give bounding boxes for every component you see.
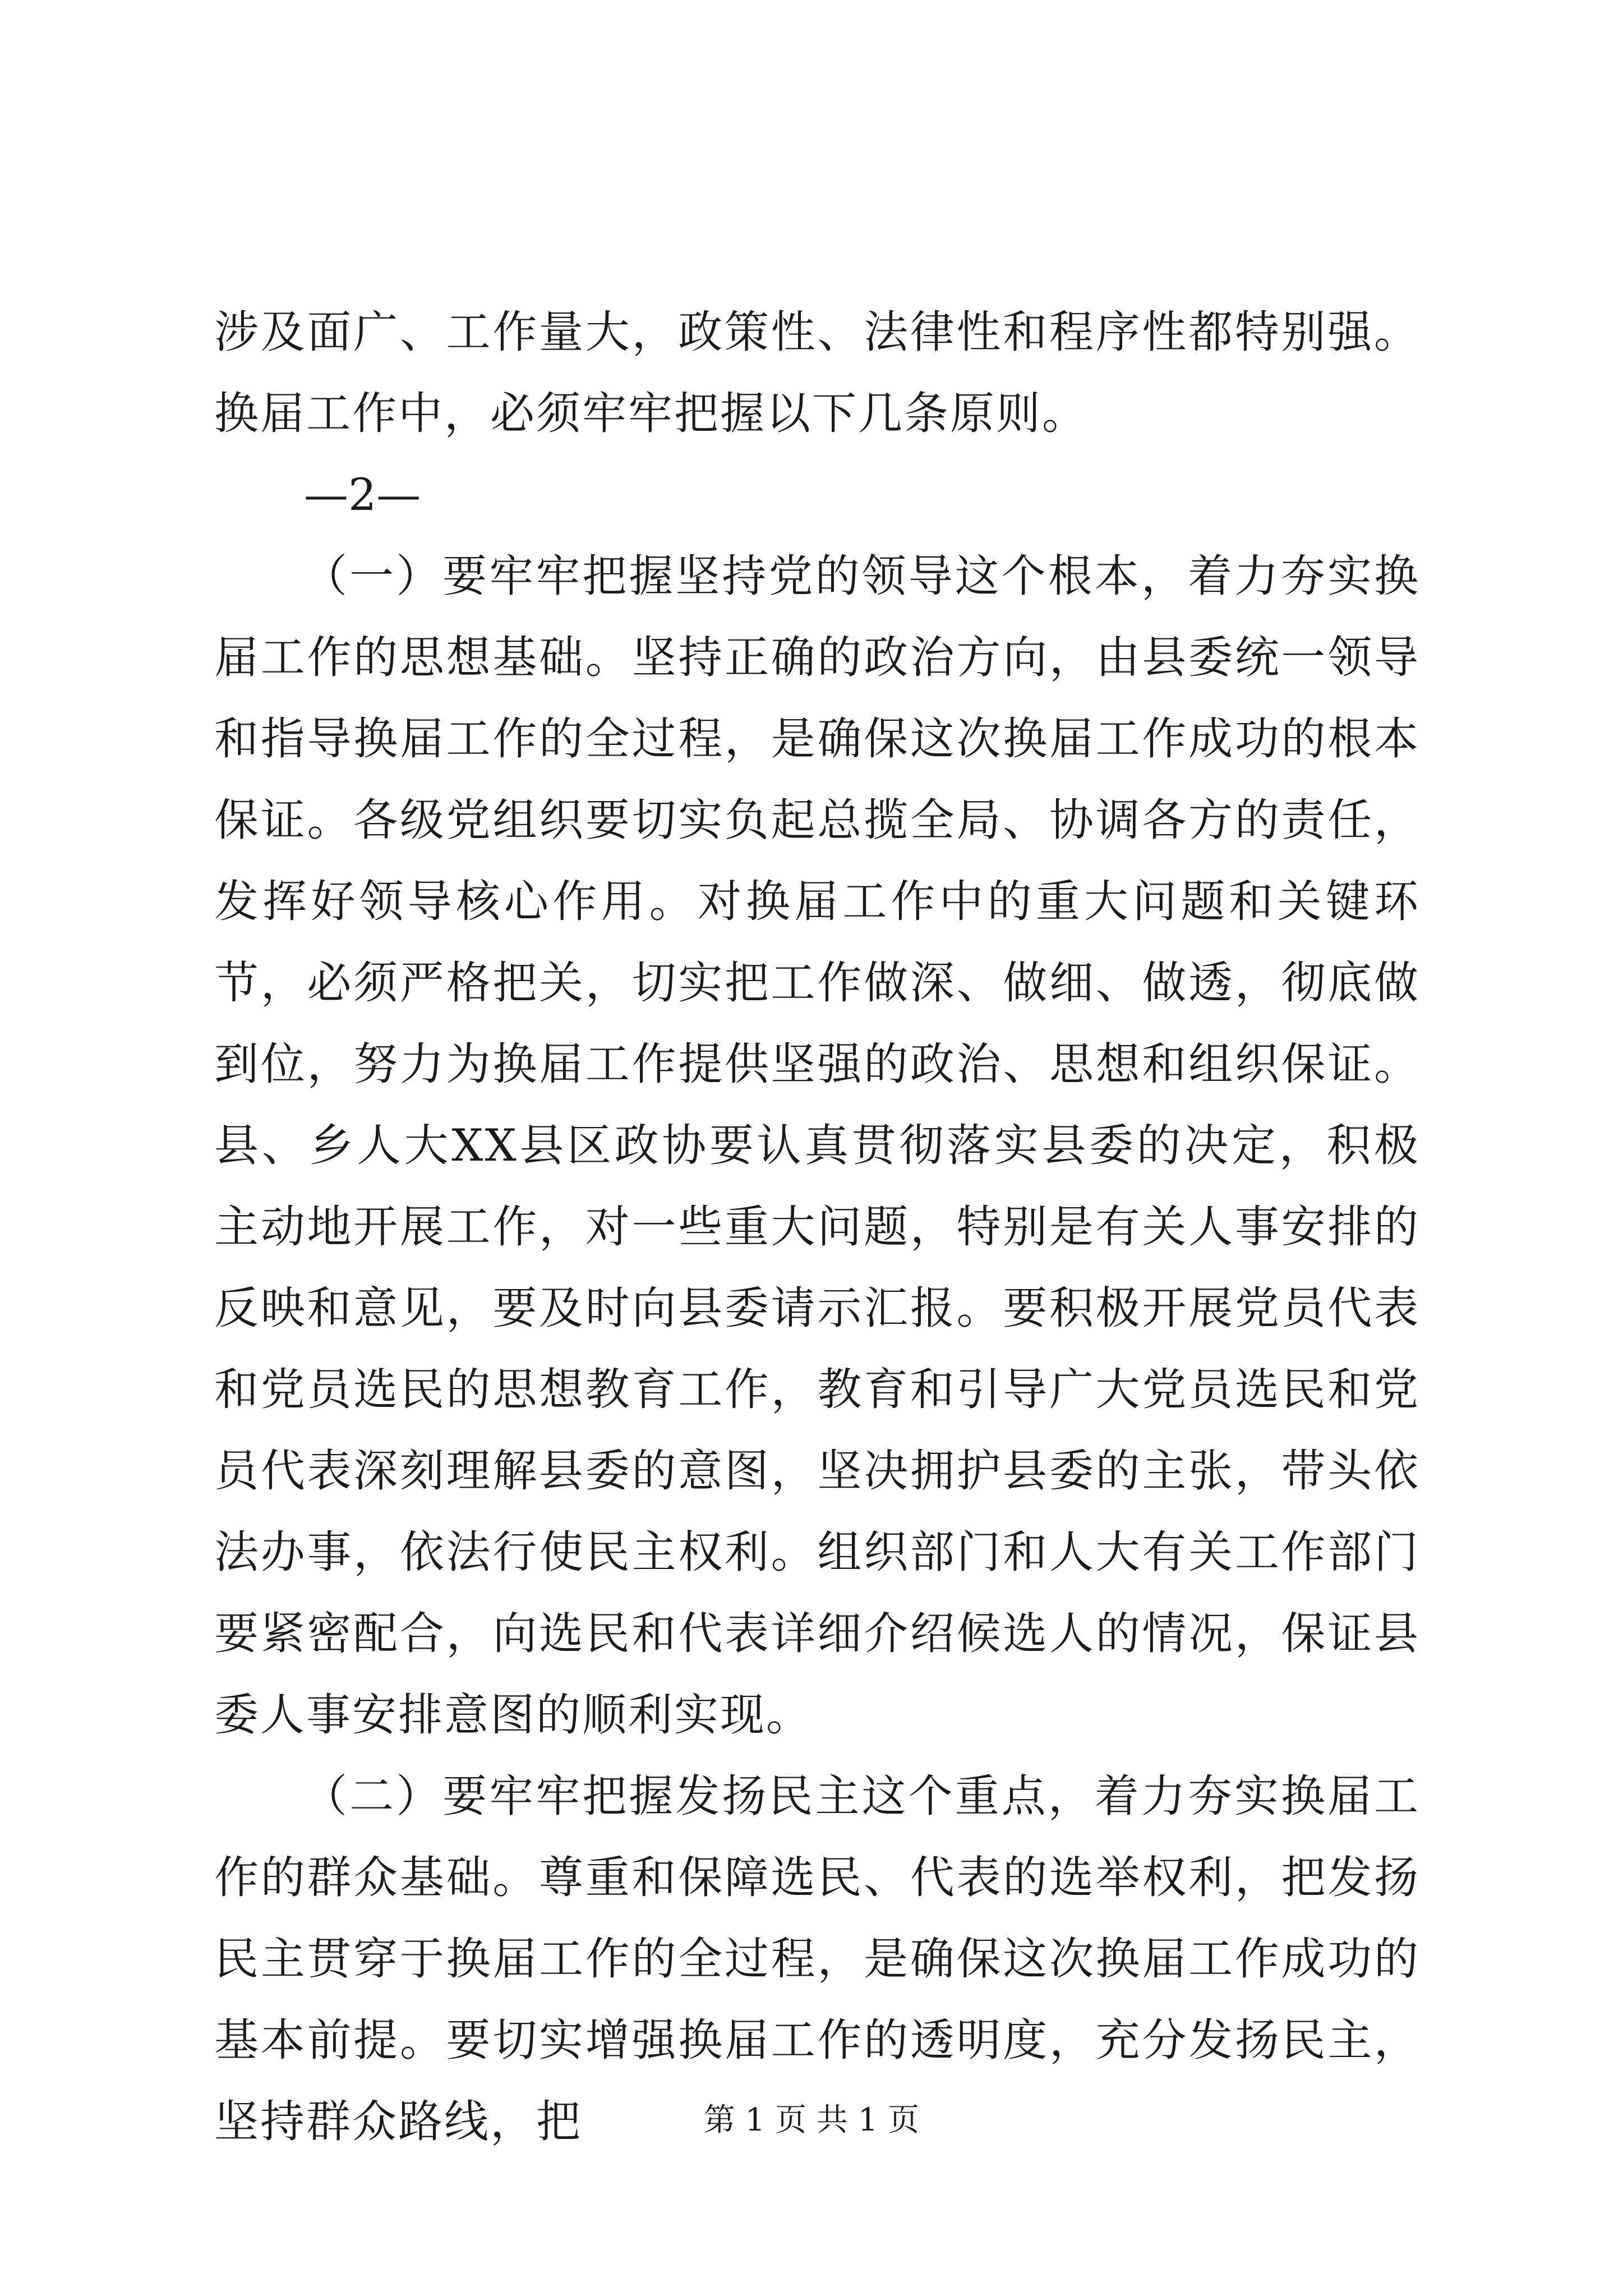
page-number-marker: —2—	[304, 469, 421, 521]
page-footer: 第 1 页 共 1 页	[703, 2102, 920, 2138]
document-body	[214, 292, 1420, 2162]
paragraph-continuation: 涉及面广、工作量大，政策性、法律性和程序性都特别强。换届工作中，必须牢牢把握以下几条原则。	[214, 306, 1420, 439]
paragraph-principle-two: （二）要牢牢把握发扬民主这个重点，着力夯实换届工作的群众基础。尊重和保障选民、代表的选举权利，把发扬民主贯穿于换届工作的全过程，是确保这次换届工作成功的基本前提。要切实增强换届工作的透明度，充分发扬民主，坚持群众路线，把	[214, 1770, 1420, 2147]
paragraph-principle-one: （一）要牢牢把握坚持党的领导这个根本，着力夯实换届工作的思想基础。坚持正确的政治方向，由县委统一领导和指导换届工作的全过程，是确保这次换届工作成功的根本保证。各级党组织要切实负起总揽全局、协调各方的责任，发挥好领导核心作用。对换届工作中的重大问题和关键环节，必须严格把关，切实把工作做深、做细、做透，彻底做到位，努力为换届工作提供坚强的政治、思想和组织保证。县、乡人大XX县区政协要认真贯彻落实县委的决定，积极主动地开展工作，对一些重大问题，特别是有关人事安排的反映和意见，要及时向县委请示汇报。要积极开展党员代表和党员选民的思想教育工作，教育和引导广大党员选民和党员代表深刻理解县委的意图，坚决拥护县委的主张，带头依法办事，依法行使民主权利。组织部门和人大有关工作部门要紧密配合，向选民和代表详细介绍候选人的情况，保证县委人事安排意图的顺利实现。	[214, 550, 1420, 1741]
